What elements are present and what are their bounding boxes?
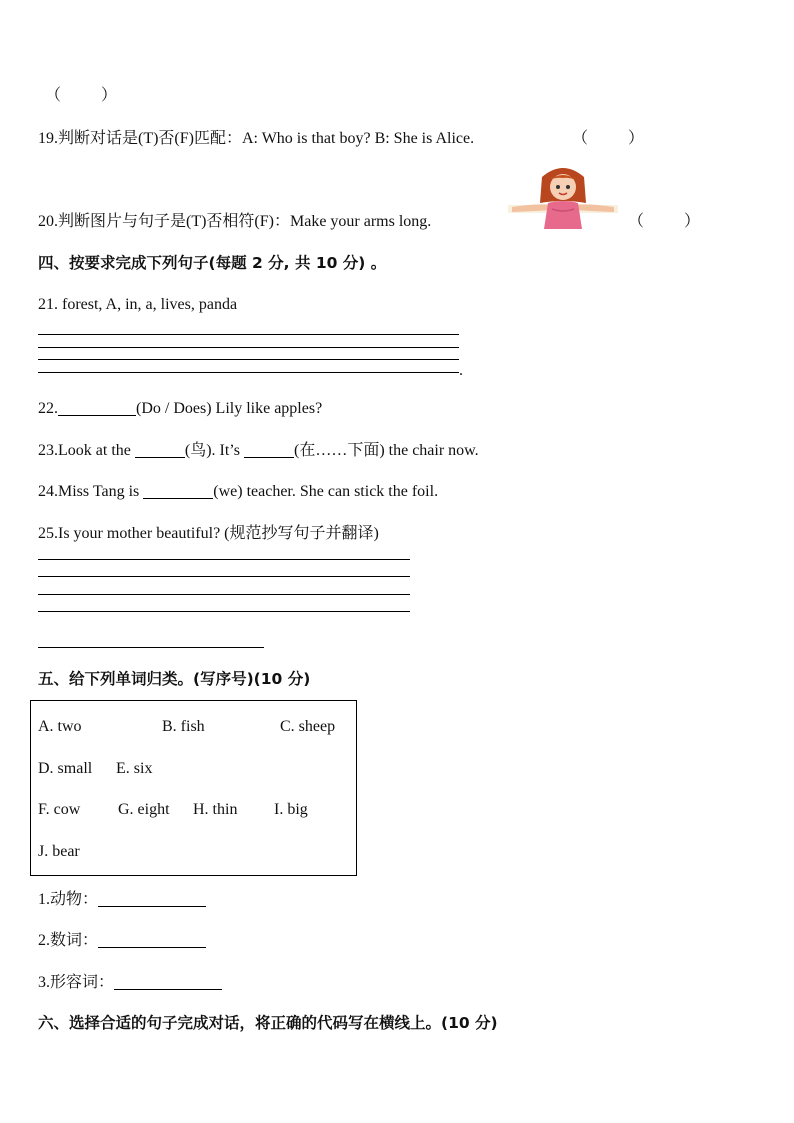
word-option: C. sheep <box>280 718 336 735</box>
question-25: 25.Is your mother beautiful? (规范抄写句子并翻译) <box>38 525 379 542</box>
word-option: E. six <box>116 760 153 777</box>
category-label: 2.数词： <box>38 932 99 949</box>
answer-paren-19: （ ） <box>572 130 645 147</box>
translation-line[interactable] <box>38 647 264 648</box>
fill-blank[interactable] <box>135 441 185 458</box>
word-option: B. fish <box>162 718 205 735</box>
question-text: 24.Miss Tang is <box>38 483 144 500</box>
fill-blank[interactable] <box>143 482 213 499</box>
fill-blank[interactable] <box>98 931 206 948</box>
word-option: F. cow <box>38 801 81 818</box>
question-23 <box>38 441 479 461</box>
question-text: (在……下面) the chair now. <box>293 442 479 459</box>
girl-arms-out-image <box>508 165 618 230</box>
question-text: (Do / Does) Lily like apples? <box>136 400 323 417</box>
answer-line[interactable] <box>38 359 459 360</box>
category-label: 3.形容词： <box>38 974 115 991</box>
fill-blank[interactable] <box>244 441 294 458</box>
question-text: (we) teacher. She can stick the foil. <box>213 483 439 500</box>
category-adjectives <box>38 973 222 993</box>
category-numerals <box>38 931 206 951</box>
category-animals <box>38 890 206 910</box>
answer-line[interactable] <box>38 559 410 560</box>
section-6-title: 六、选择合适的句子完成对话，将正确的代码写在横线上。(10 分) <box>38 1014 498 1032</box>
question-text: (鸟). It’s <box>184 442 244 459</box>
section-5-title: 五、给下列单词归类。(写序号)(10 分) <box>38 670 311 688</box>
question-text: 23.Look at the <box>38 442 135 459</box>
word-option: J. bear <box>38 843 80 860</box>
word-option: D. small <box>38 760 93 777</box>
answer-line[interactable] <box>38 372 459 373</box>
category-label: 1.动物： <box>38 891 99 908</box>
question-24 <box>38 482 438 502</box>
question-22 <box>38 399 322 419</box>
word-option: I. big <box>274 801 308 818</box>
question-21: 21. forest, A, in, a, lives, panda <box>38 296 238 313</box>
answer-line[interactable] <box>38 347 459 348</box>
section-4-title: 四、按要求完成下列句子(每题 2 分, 共 10 分) 。 <box>38 254 387 272</box>
question-20: 20.判断图片与句子是(T)否相符(F)：Make your arms long. <box>38 213 432 230</box>
word-option: H. thin <box>193 801 238 818</box>
answer-paren-18: （ ） <box>45 87 118 104</box>
answer-line[interactable] <box>38 576 410 577</box>
answer-line[interactable] <box>38 334 459 335</box>
fill-blank[interactable] <box>58 399 136 416</box>
fill-blank[interactable] <box>98 890 206 907</box>
question-number: 22. <box>38 400 58 417</box>
fill-blank[interactable] <box>114 973 222 990</box>
word-option: G. eight <box>118 801 170 818</box>
answer-line[interactable] <box>38 611 410 612</box>
answer-paren-20: （ ） <box>628 213 701 230</box>
word-option: A. two <box>38 718 82 735</box>
answer-line[interactable] <box>38 594 410 595</box>
sentence-end-dot: . <box>459 362 463 379</box>
question-19: 19.判断对话是(T)否(F)匹配：A: Who is that boy? B: She is Alice. <box>38 130 475 147</box>
